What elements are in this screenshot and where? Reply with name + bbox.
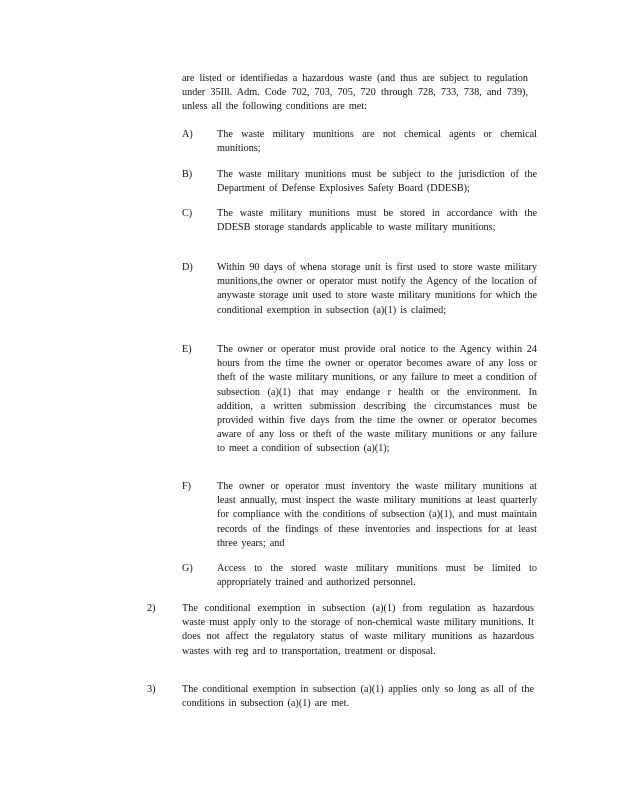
item-3-text: The conditional exemption in subsection (a)(1) applies only so long as all of the conditions in subsection (a)(1) are met. <box>182 684 534 710</box>
condition-g-label: G) <box>182 563 193 574</box>
condition-a-text: The waste military munitions are not chemical agents or chemical munitions; <box>217 129 537 155</box>
item-3-label: 3) <box>147 684 156 695</box>
item-2-text: The conditional exemption in subsection (a)(1) from regulation as hazardous waste must apply only to the storage of non-chemical waste military munitions. It does not affect the regulatory status of waste military munitions as hazardous wastes with reg ard to transportation, treatment or disposal. <box>182 603 534 657</box>
condition-e-label: E) <box>182 344 192 355</box>
condition-b-label: B) <box>182 169 193 180</box>
condition-c-label: C) <box>182 208 193 219</box>
condition-e-text: The owner or operator must provide oral notice to the Agency within 24 hours from the time the owner or operator becomes aware of any loss or theft of the waste military munitions, or any failure to meet a condition of subsection (a)(1) that may endange r health or the environment. In addition, a written submission describing the circumstances must be provided within five days from the time the owner or operator becomes aware of any loss or theft of the waste military munitions or any failure to meet a condition of subsection (a)(1); <box>217 344 537 455</box>
item-2-label: 2) <box>147 603 156 614</box>
condition-f-label: F) <box>182 481 192 492</box>
condition-g-text: Access to the stored waste military munitions must be limited to appropriately trained and authorized personnel. <box>217 563 537 589</box>
condition-b-text: The waste military munitions must be subject to the jurisdiction of the Department of Defense Explosives Safety Board (DDESB); <box>217 169 537 195</box>
intro-paragraph: are listed or identifiedas a hazardous waste (and thus are subject to regulation under 35Ill. Adm. Code 702, 703, 705, 720 through 728, 733, 738, and 739), unless all the following conditions are met: <box>182 73 528 113</box>
condition-a-label: A) <box>182 129 193 140</box>
condition-d-text: Within 90 days of whena storage unit is first used to store waste military munitions,the owner or operator must notify the Agency of the location of anywaste storage unit used to store waste military munitions for which the conditional exemption in subsection (a)(1) is claimed; <box>217 262 537 316</box>
condition-c-text: The waste military munitions must be stored in accordance with the DDESB storage standards applicable to waste military munitions; <box>217 208 537 234</box>
condition-f-text: The owner or operator must inventory the waste military munitions at least annually, must inspect the waste military munitions at least quarterly for compliance with the conditions of subsection (a)(1), and must maintain records of the findings of these inventories and inspections for at least three years; and <box>217 481 537 549</box>
condition-d-label: D) <box>182 262 193 273</box>
